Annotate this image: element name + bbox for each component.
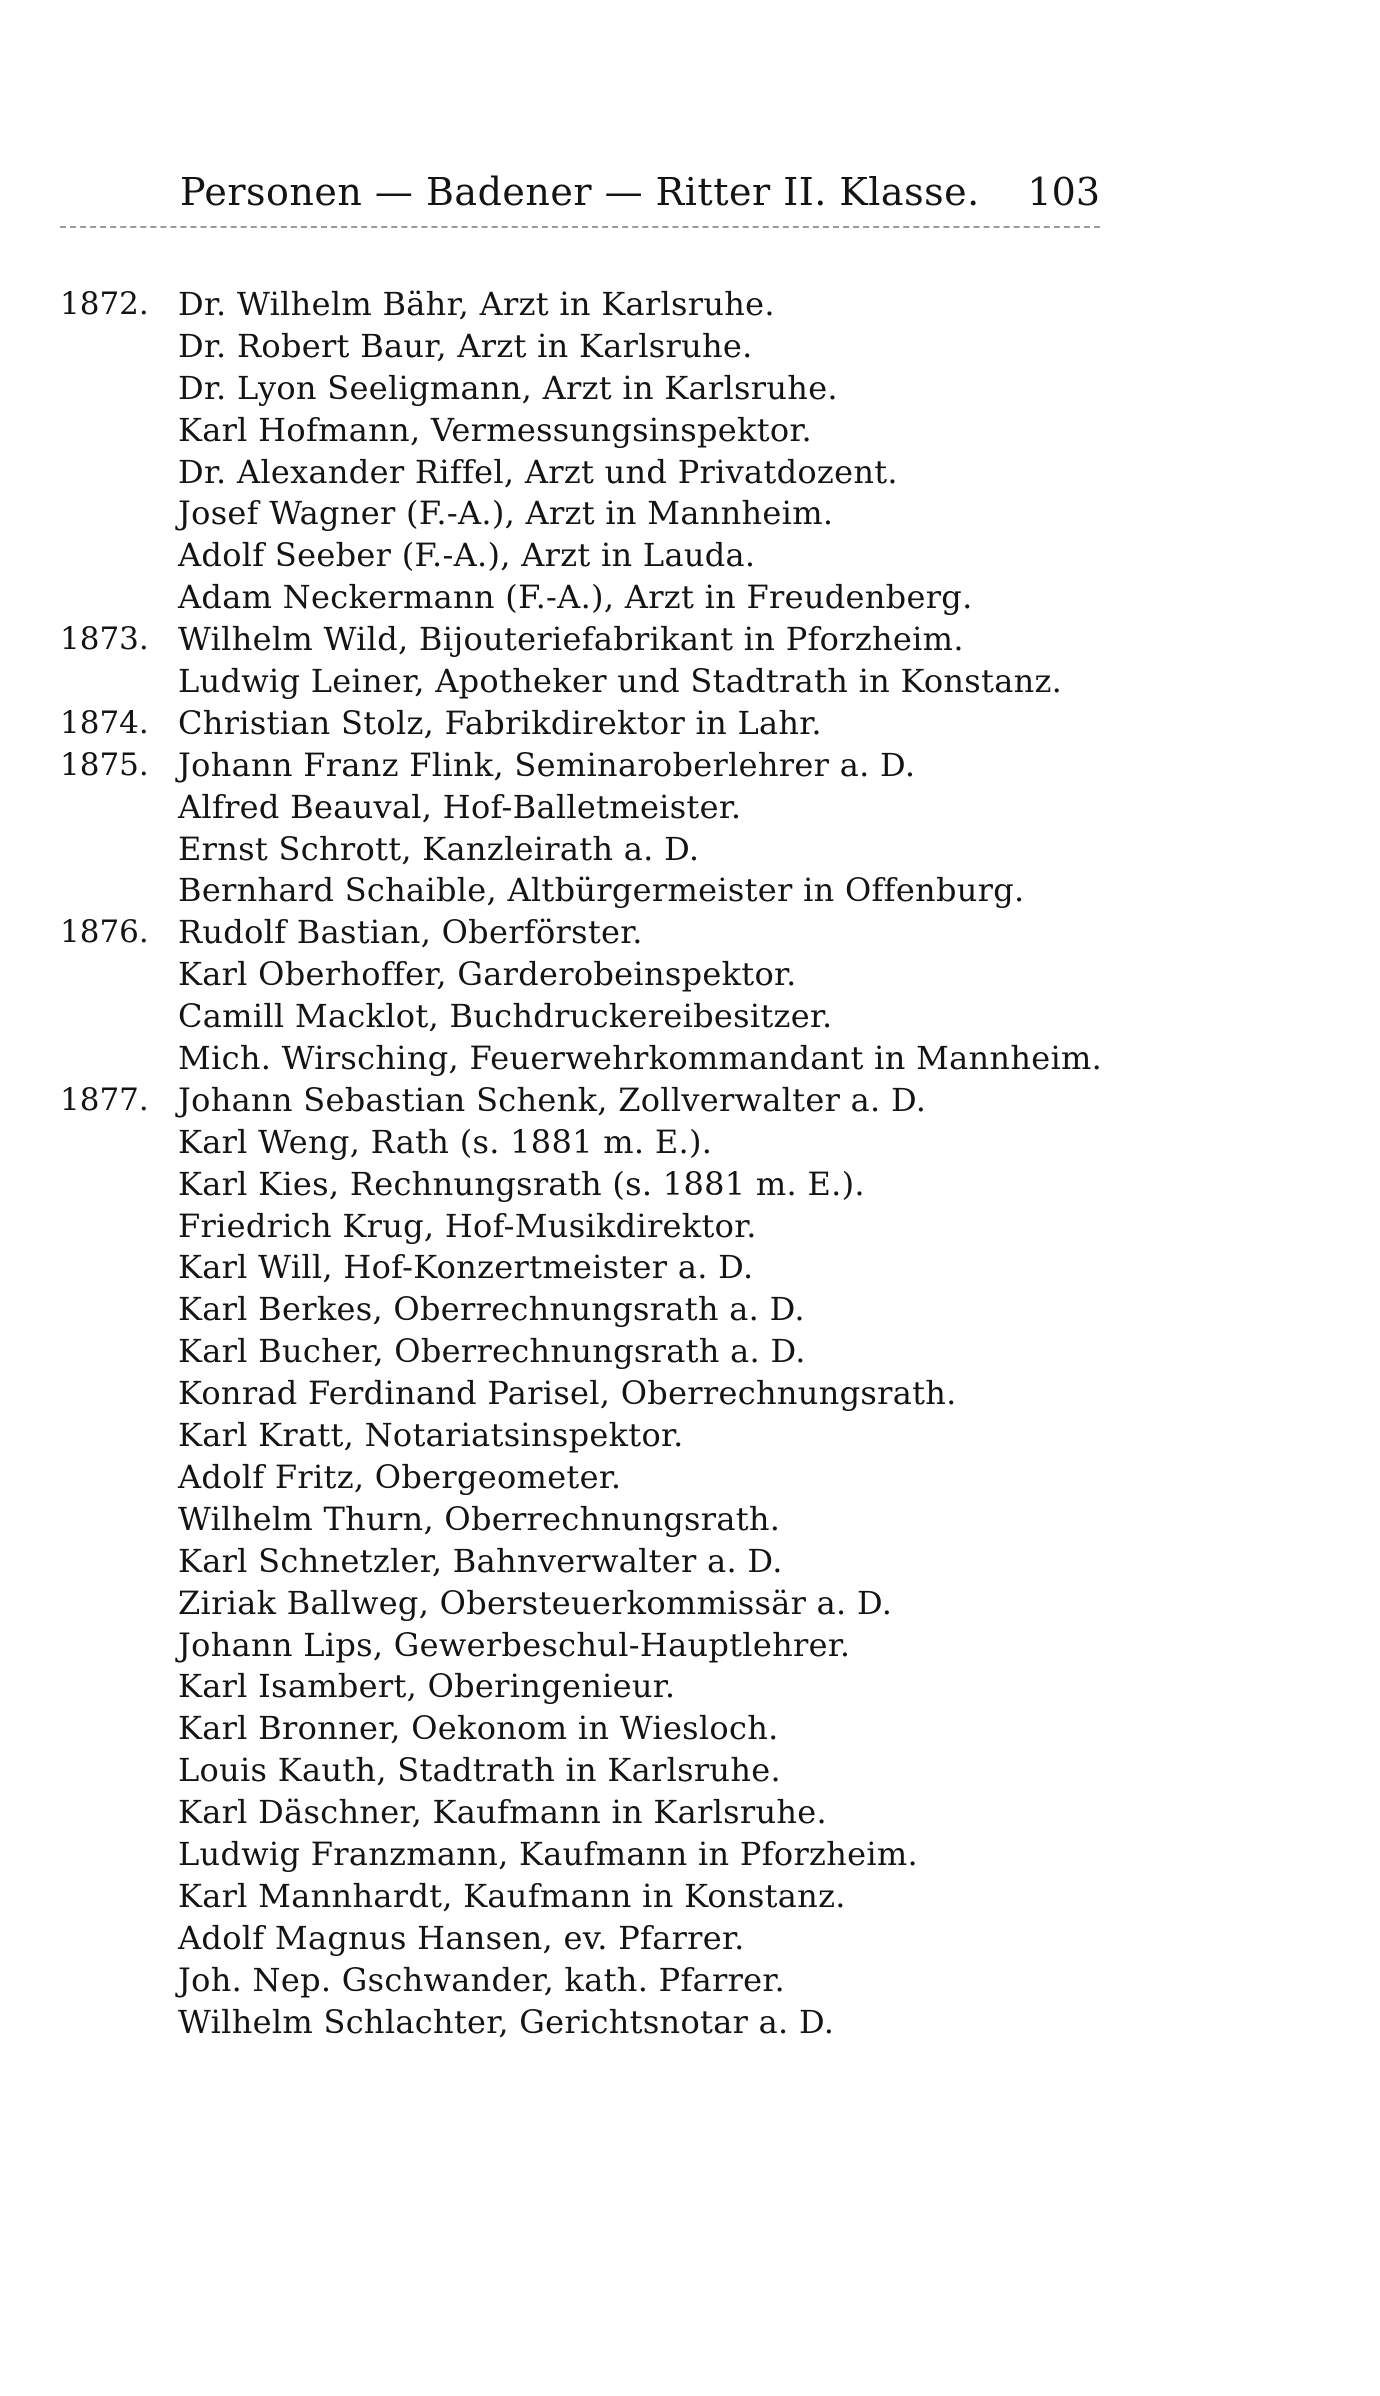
entry-year: 1873. [60,621,149,658]
entry-text: Josef Wagner (F.-A.), Arzt in Mannheim. [178,494,834,533]
list-item [0,1331,1380,1373]
entry-text: Alfred Beauval, Hof-Balletmeister. [178,787,742,826]
entry-text: Karl Will, Hof-Konzertmeister a. D. [178,1248,754,1287]
entry-text: Rudolf Bastian, Oberförster. [178,913,643,952]
list-item [0,1960,1380,2002]
list-item [0,1666,1380,1708]
list-item [0,284,1380,326]
entry-text: Karl Mannhardt, Kaufmann in Konstanz. [178,1876,846,1915]
entry-list [0,284,1380,2043]
list-item [0,368,1380,410]
list-item [0,1834,1380,1876]
list-item [0,870,1380,912]
list-item [0,1541,1380,1583]
list-item [0,1583,1380,1625]
header-rule [60,226,1100,228]
list-item [0,1247,1380,1289]
entry-text: Konrad Ferdinand Parisel, Oberrechnungsrath. [178,1374,957,1413]
list-item [0,577,1380,619]
list-item [0,661,1380,703]
entry-text: Louis Kauth, Stadtrath in Karlsruhe. [178,1751,781,1790]
list-item [0,996,1380,1038]
list-item [0,1289,1380,1331]
list-item [0,493,1380,535]
entry-year: 1875. [60,746,149,783]
entry-text: Bernhard Schaible, Altbürgermeister in Offenburg. [178,871,1025,910]
list-item [0,1206,1380,1248]
entry-text: Johann Lips, Gewerbeschul-Hauptlehrer. [178,1625,851,1664]
entry-text: Adolf Fritz, Obergeometer. [178,1457,622,1496]
list-item [0,787,1380,829]
list-item [0,1122,1380,1164]
entry-year: 1876. [60,914,149,951]
entry-text: Johann Sebastian Schenk, Zollverwalter a. D. [178,1080,927,1119]
list-item [0,1750,1380,1792]
entry-text: Dr. Alexander Riffel, Arzt und Privatdozent. [178,452,898,491]
entry-text: Karl Schnetzler, Bahnverwalter a. D. [178,1541,783,1580]
entry-year: 1874. [60,704,149,741]
entry-text: Christian Stolz, Fabrikdirektor in Lahr. [178,703,822,742]
entry-year: 1872. [60,286,149,322]
list-item [0,1876,1380,1918]
list-item [0,1164,1380,1206]
list-item [0,1415,1380,1457]
entry-text: Ludwig Franzmann, Kaufmann in Pforzheim. [178,1834,919,1873]
entry-text: Adolf Seeber (F.-A.), Arzt in Lauda. [178,536,756,575]
entry-text: Karl Däschner, Kaufmann in Karlsruhe. [178,1793,827,1832]
entry-text: Ernst Schrott, Kanzleirath a. D. [178,829,700,868]
list-item [0,1373,1380,1415]
entry-text: Ziriak Ballweg, Obersteuerkommissär a. D. [178,1583,893,1622]
list-item [0,326,1380,368]
list-item [0,1792,1380,1834]
entry-text: Karl Oberhoffer, Garderobeinspektor. [178,955,797,994]
entry-text: Karl Weng, Rath (s. 1881 m. E.). [178,1122,713,1161]
entry-text: Friedrich Krug, Hof-Musikdirektor. [178,1206,757,1245]
list-item [0,1499,1380,1541]
entry-text: Wilhelm Schlachter, Gerichtsnotar a. D. [178,2002,835,2041]
entry-year: 1877. [60,1081,149,1118]
page-number: 103 [1027,170,1100,214]
entry-text: Joh. Nep. Gschwander, kath. Pfarrer. [178,1960,785,1999]
list-item [0,745,1380,787]
list-item [0,1080,1380,1122]
page-header [180,170,1100,226]
list-item [0,954,1380,996]
list-item [0,703,1380,745]
list-item [0,912,1380,954]
entry-text: Karl Bronner, Oekonom in Wiesloch. [178,1709,779,1748]
list-item [0,1625,1380,1667]
list-item [0,1457,1380,1499]
list-item [0,829,1380,871]
entry-text: Adolf Magnus Hansen, ev. Pfarrer. [178,1918,745,1957]
entry-text: Wilhelm Wild, Bijouteriefabrikant in Pforzheim. [178,620,964,659]
list-item [0,452,1380,494]
entry-text: Camill Macklot, Buchdruckereibesitzer. [178,997,833,1036]
entry-text: Karl Bucher, Oberrechnungsrath a. D. [178,1332,806,1371]
entry-text: Karl Kies, Rechnungsrath (s. 1881 m. E.). [178,1164,865,1203]
entry-text: Wilhelm Thurn, Oberrechnungsrath. [178,1499,781,1538]
entry-text: Dr. Robert Baur, Arzt in Karlsruhe. [178,326,753,365]
entry-text: Johann Franz Flink, Seminaroberlehrer a. D. [178,745,916,784]
entry-text: Dr. Wilhelm Bähr, Arzt in Karlsruhe. [178,285,775,323]
list-item [0,1708,1380,1750]
list-item [0,2002,1380,2044]
entry-text: Karl Kratt, Notariatsinspektor. [178,1416,684,1455]
list-item [0,619,1380,661]
entry-text: Adam Neckermann (F.-A.), Arzt in Freudenberg. [178,578,973,617]
entry-text: Karl Isambert, Oberingenieur. [178,1667,676,1706]
entry-text: Ludwig Leiner, Apotheker und Stadtrath in Konstanz. [178,662,1063,701]
entry-text: Karl Berkes, Oberrechnungsrath a. D. [178,1290,805,1329]
list-item [0,410,1380,452]
running-title: Personen — Badener — Ritter II. Klasse. [180,170,980,214]
list-item [0,1038,1380,1080]
entry-text: Karl Hofmann, Vermessungsinspektor. [178,410,812,449]
list-item [0,535,1380,577]
entry-text: Mich. Wirsching, Feuerwehrkommandant in Mannheim. [178,1039,1103,1078]
entry-text: Dr. Lyon Seeligmann, Arzt in Karlsruhe. [178,368,838,407]
list-item [0,1918,1380,1960]
